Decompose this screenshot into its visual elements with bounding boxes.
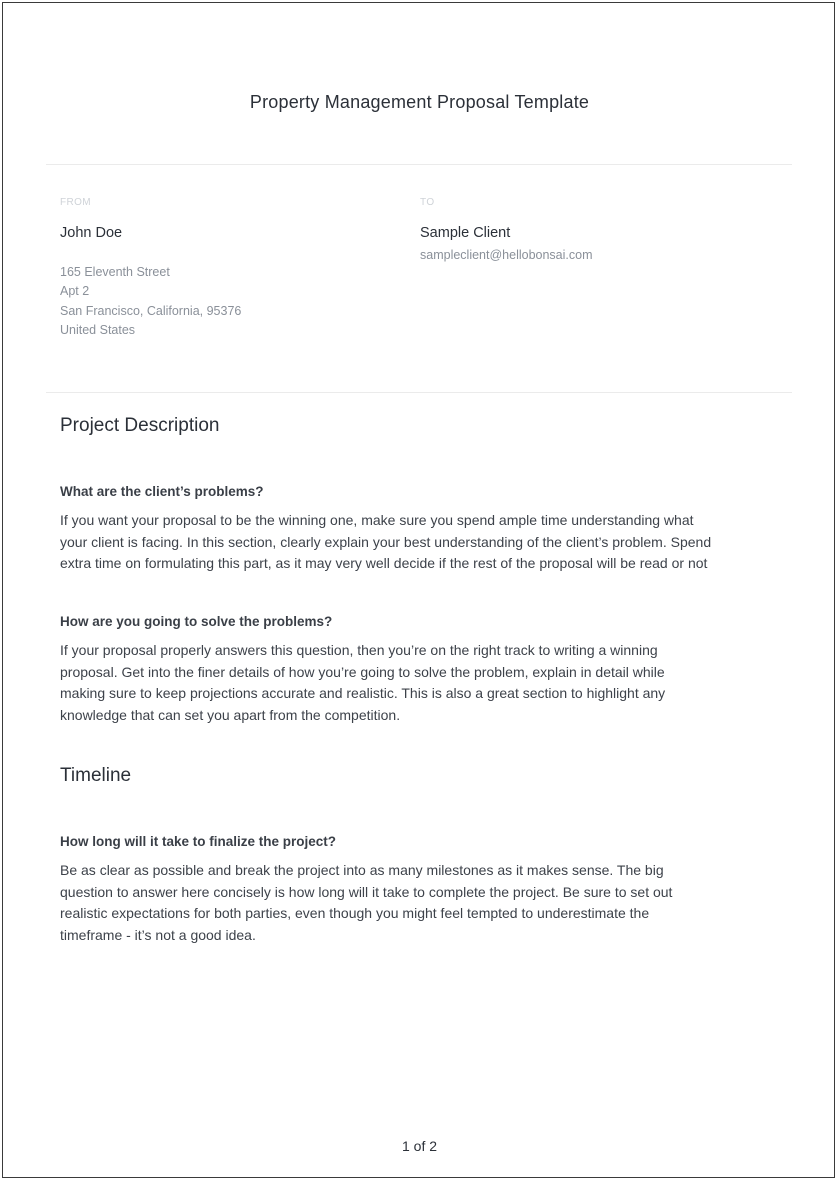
from-name: John Doe	[60, 225, 123, 241]
address-line: Apt 2	[60, 284, 90, 299]
document-title: Property Management Proposal Template	[249, 92, 590, 112]
paragraph-line: proposal. Get into the finer details of how you’re going to solve the problem, explain in detail while	[60, 663, 665, 680]
paragraph-line: If your proposal properly answers this question, then you’re on the right track to writing a winning	[60, 642, 658, 658]
paragraph-line: realistic expectations for both parties, even though you might feel tempted to underestimate the	[60, 905, 650, 922]
answer-client-problems	[60, 510, 790, 575]
paragraph-line: timeframe - it’s not a good idea.	[60, 926, 256, 943]
question-client-problems: What are the client’s problems?	[60, 484, 264, 499]
address-line: San Francisco, California, 95376	[60, 303, 242, 318]
to-block	[420, 197, 593, 262]
address-line: United States	[60, 322, 136, 337]
project-description-heading: Project Description	[60, 415, 220, 436]
answer-solve-problems	[60, 640, 790, 726]
to-email: sampleclient@hellobonsai.com	[420, 248, 593, 262]
question-project-duration: How long will it take to finalize the project?	[60, 834, 337, 849]
to-name: Sample Client	[420, 225, 511, 241]
from-address	[60, 263, 241, 340]
question-solve-problems: How are you going to solve the problems?	[60, 614, 333, 629]
to-label: TO	[420, 197, 435, 208]
paragraph-line: making sure to keep projections accurate and realistic. This is also a great section to highlight any	[60, 685, 666, 702]
paragraph-line: your client is facing. In this section, clearly explain your best understanding of the client’s problem. Spend	[60, 533, 712, 550]
paragraph-line: If you want your proposal to be the winning one, make sure you spend ample time understanding what	[60, 512, 694, 528]
paragraph-line: Be as clear as possible and break the project into as many milestones as it makes sense. The big	[60, 862, 664, 878]
header-divider	[46, 164, 792, 165]
address-line: 165 Eleventh Street	[60, 265, 170, 279]
paragraph-line: extra time on formulating this part, as it may very well decide if the rest of the proposal will be read or not	[60, 555, 708, 572]
paragraph-line: question to answer here concisely is how long will it take to complete the project. Be sure to set out	[60, 883, 673, 900]
section-divider	[46, 392, 792, 393]
timeline-heading: Timeline	[60, 765, 132, 786]
from-block	[60, 197, 241, 340]
answer-project-duration	[60, 860, 790, 946]
paragraph-line: knowledge that can set you apart from the competition.	[60, 706, 401, 723]
from-label: FROM	[60, 197, 92, 208]
page-number: 1 of 2	[401, 1138, 438, 1154]
document-page	[2, 2, 835, 1178]
